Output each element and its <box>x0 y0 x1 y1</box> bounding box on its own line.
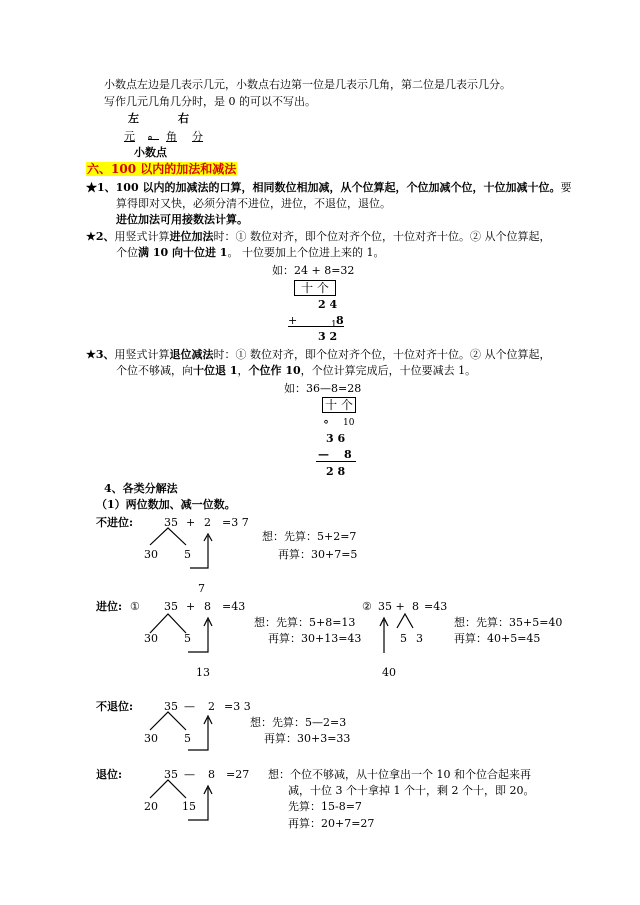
carry-below: 13 <box>196 666 210 679</box>
no-borrow-think-2: 再算：30+3=33 <box>264 732 351 745</box>
carry-method-1: ① <box>130 600 140 613</box>
carry-think-4: 再算：40+5=45 <box>454 632 541 645</box>
rule-3-h: ，个位计算完成后，十位要减去 1。 <box>300 364 477 377</box>
rule-1-line-3: 进位加法可用接数法计算。 <box>116 213 248 226</box>
carry-think-3: 想：先算：35+5=40 <box>454 616 563 629</box>
carry2-left: 5 <box>400 632 407 645</box>
rule-3-d: 个位不够减，向 <box>116 364 193 377</box>
no-carry-op: + <box>186 516 196 529</box>
borrow-think-2: 减，十位 3 个十拿掉 1 个十，剩 2 个十，即 20。 <box>288 784 535 797</box>
rule-3-place-header: 十 个 <box>322 397 356 413</box>
borrow-a: 35 <box>164 768 178 781</box>
intro-line-2: 写作几元几角几分时，是 0 的可以不写出。 <box>104 95 316 108</box>
carry-think-1: 想：先算：5+8=13 <box>254 616 356 629</box>
rule-3-f: ， <box>237 364 249 377</box>
no-borrow-eq: =3 3 <box>224 700 251 713</box>
carry-method-2: ② <box>362 600 372 613</box>
no-carry-left: 30 <box>144 548 158 561</box>
rule-1-tail: 要 <box>560 181 572 194</box>
carry-label: 进位: <box>96 600 123 613</box>
rule-3-e: 十位退 1 <box>193 364 238 377</box>
rule-3-g: 个位作 10 <box>248 364 301 377</box>
borrow-op: — <box>184 768 195 781</box>
label-yuan: 元 <box>124 130 135 143</box>
label-fen: 分 <box>192 130 203 143</box>
no-carry-join <box>190 536 208 568</box>
carry-think-2: 再算：30+13=43 <box>268 632 362 645</box>
borrow-think-3: 先算：15-8=7 <box>288 800 362 813</box>
rule-1-line-2: 算得即对又快，必须分清不进位，进位，不退位，退位。 <box>116 197 391 210</box>
carry-left: 30 <box>144 632 158 645</box>
borrow-split <box>150 780 186 798</box>
carry2-split <box>397 614 413 628</box>
rule-2-carry: 1 <box>331 320 337 330</box>
borrow-left: 20 <box>144 800 158 813</box>
carry-b: 8 <box>204 600 211 613</box>
rule-2-place-header: 十 个 <box>294 280 336 296</box>
no-carry-think-1: 想：先算：5+2=7 <box>262 530 357 543</box>
no-carry-right: 5 <box>184 548 191 561</box>
rule-2-row-1: 2 4 <box>318 298 338 311</box>
rule-2-result: 3 2 <box>318 330 338 343</box>
label-dot: 。 <box>148 128 159 141</box>
carry-right: 5 <box>184 632 191 645</box>
borrow-think-1: 想：个位不够减，从十位拿出一个 10 和个位合起来再 <box>268 768 531 781</box>
rule-2-example: 如：24 + 8=32 <box>272 264 355 277</box>
no-carry-a: 35 <box>164 516 178 529</box>
carry2-right: 3 <box>416 632 423 645</box>
borrow-right: 15 <box>182 800 196 813</box>
rule-2-b: 进位加法 <box>169 230 214 243</box>
no-carry-eq: =3 7 <box>222 516 249 529</box>
no-borrow-a: 35 <box>164 700 178 713</box>
rule-2-e: 满 10 向十位进 1 <box>138 246 228 259</box>
rule-2-d: 个位 <box>116 246 138 259</box>
carry-a: 35 <box>164 600 178 613</box>
rule-3-result: 2 8 <box>326 465 346 478</box>
carry2-below: 40 <box>382 666 396 679</box>
rule-3-example: 如：36—8=28 <box>284 382 362 395</box>
no-carry-b: 2 <box>204 516 211 529</box>
rule-2-f: 。 十位要加上个位进上来的 1。 <box>227 246 385 259</box>
no-carry-label: 不进位: <box>96 516 134 529</box>
rule-3-c: 时：① 数位对齐，即个位对齐个位，十位对齐十位。② 从个位算起， <box>213 348 551 361</box>
borrow-think-4: 再算：20+7=27 <box>288 817 375 830</box>
decomp-title: 4、各类分解法 <box>104 482 178 495</box>
no-carry-think-2: 再算：30+7=5 <box>278 548 358 561</box>
no-borrow-right: 5 <box>184 732 191 745</box>
rule-2-row-2: 8 <box>336 314 344 327</box>
label-decimal-point: 小数点 <box>134 146 167 159</box>
rule-3-a: 用竖式计算 <box>114 348 170 361</box>
carry2-b: 8 <box>412 600 419 613</box>
no-borrow-split <box>150 712 186 730</box>
rule-3-star: ★3、 <box>86 348 115 361</box>
rule-3-minus: — <box>318 448 329 461</box>
carry-split <box>150 614 186 633</box>
label-jiao: 角 <box>166 130 177 143</box>
no-borrow-think-1: 想：先算：5—2=3 <box>250 716 347 729</box>
rule-2-c: 时：① 数位对齐，即个位对齐个位，十位对齐十位。② 从个位算起， <box>213 230 551 243</box>
borrow-eq: =27 <box>226 768 250 781</box>
no-carry-below: 7 <box>198 582 205 595</box>
decomp-subtitle: （1）两位数加、减一位数。 <box>96 498 236 511</box>
label-right: 右 <box>178 112 189 125</box>
no-carry-split <box>150 528 186 545</box>
rule-3-row-2: 8 <box>344 448 352 461</box>
intro-line-1: 小数点左边是几表示几元，小数点右边第一位是几表示几角，第二位是几表示几分。 <box>104 78 511 91</box>
carry2-a: 35 + <box>378 600 405 613</box>
rule-3-row-1: 3 6 <box>326 432 346 445</box>
borrow-label: 退位: <box>96 768 123 781</box>
borrow-b: 8 <box>208 768 215 781</box>
rule-2-a: 用竖式计算 <box>114 230 170 243</box>
rule-3-b: 退位减法 <box>169 348 214 361</box>
no-borrow-left: 30 <box>144 732 158 745</box>
rule-2-plus: + <box>288 314 298 327</box>
carry2-eq: =43 <box>424 600 448 613</box>
no-borrow-op: — <box>184 700 195 713</box>
no-borrow-label: 不退位: <box>96 700 134 713</box>
rule-3-borrow-dot: 。 <box>324 412 335 425</box>
rule-3-borrow-ten: 10 <box>343 418 355 428</box>
carry-op: + <box>186 600 196 613</box>
rule-1-text: 100 以内的加减法的口算，相同数位相加减，从个位算起，个位加减个位，十位加减十位。 <box>115 181 561 194</box>
section-title-text: 六、100 以内的加法和减法 <box>87 162 237 176</box>
label-left: 左 <box>128 112 139 125</box>
carry-eq: =43 <box>222 600 246 613</box>
rule-2-star: ★2、 <box>86 230 115 243</box>
rule-1-star: ★1、 <box>86 181 116 194</box>
no-borrow-b: 2 <box>208 700 215 713</box>
